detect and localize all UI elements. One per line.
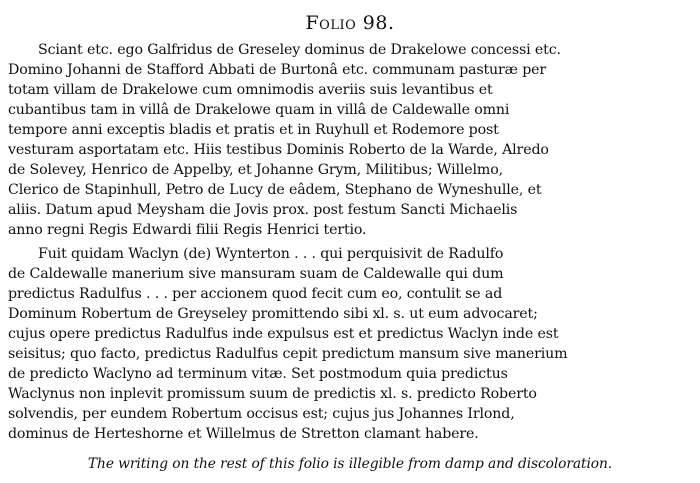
- editorial-note: The writing on the rest of this folio is illegible from damp and discoloration.: [87, 456, 613, 472]
- text-line: seisitus; quo facto, predictus Radulfus cepit predictum mansum sive manerium: [8, 346, 568, 362]
- text-line: aliis. Datum apud Meysham die Jovis prox. post festum Sancti Michaelis: [8, 202, 518, 218]
- text-line: cubantibus tam in villâ de Drakelowe quam in villâ de Caldewalle omni: [8, 102, 510, 118]
- text-line: predictus Radulfus . . . per accionem quod fecit cum eo, contulit se ad: [8, 286, 503, 302]
- text-line: anno regni Regis Edwardi filii Regis Henrici tertio.: [8, 222, 367, 238]
- text-line: Waclynus non inplevit promissum suum de predictis xl. s. predicto Roberto: [8, 386, 537, 402]
- text-line: de Solevey, Henrico de Appelby, et Johanne Grym, Militibus; Willelmo,: [8, 162, 503, 178]
- text-line: Domino Johanni de Stafford Abbati de Burtonâ etc. communam pasturæ per: [8, 62, 547, 78]
- text-line: Sciant etc. ego Galfridus de Greseley dominus de Drakelowe concessi etc.: [38, 42, 561, 58]
- text-line: dominus de Herteshorne et Willelmus de Stretton clamant habere.: [8, 426, 479, 442]
- text-line: Clerico de Stapinhull, Petro de Lucy de eâdem, Stephano de Wyneshulle, et: [8, 182, 542, 198]
- text-line: totam villam de Drakelowe cum omnimodis averiis suis levantibus et: [8, 82, 493, 98]
- text-line: de predicto Waclyno ad terminum vitæ. Set postmodum quia predictus: [8, 366, 508, 382]
- text-line: de Caldewalle manerium sive mansuram suam de Caldewalle qui dum: [8, 266, 504, 282]
- text-line: Fuit quidam Waclyn (de) Wynterton . . . qui perquisivit de Radulfo: [38, 246, 504, 262]
- text-line: Dominum Robertum de Greyseley promittendo sibi xl. s. ut eum advocaret;: [8, 306, 538, 322]
- text-line: tempore anni exceptis bladis et pratis et in Ruyhull et Rodemore post: [8, 122, 499, 138]
- text-line: solvendis, per eundem Robertum occisus est; cujus jus Johannes Irlond,: [8, 406, 515, 422]
- text-line: vesturam asportatam etc. Hiis testibus Dominis Roberto de la Warde, Alredo: [8, 142, 549, 158]
- text-line: cujus opere predictus Radulfus inde expulsus est et predictus Waclyn inde est: [8, 326, 559, 342]
- folio-heading: Folio 98.: [305, 12, 395, 34]
